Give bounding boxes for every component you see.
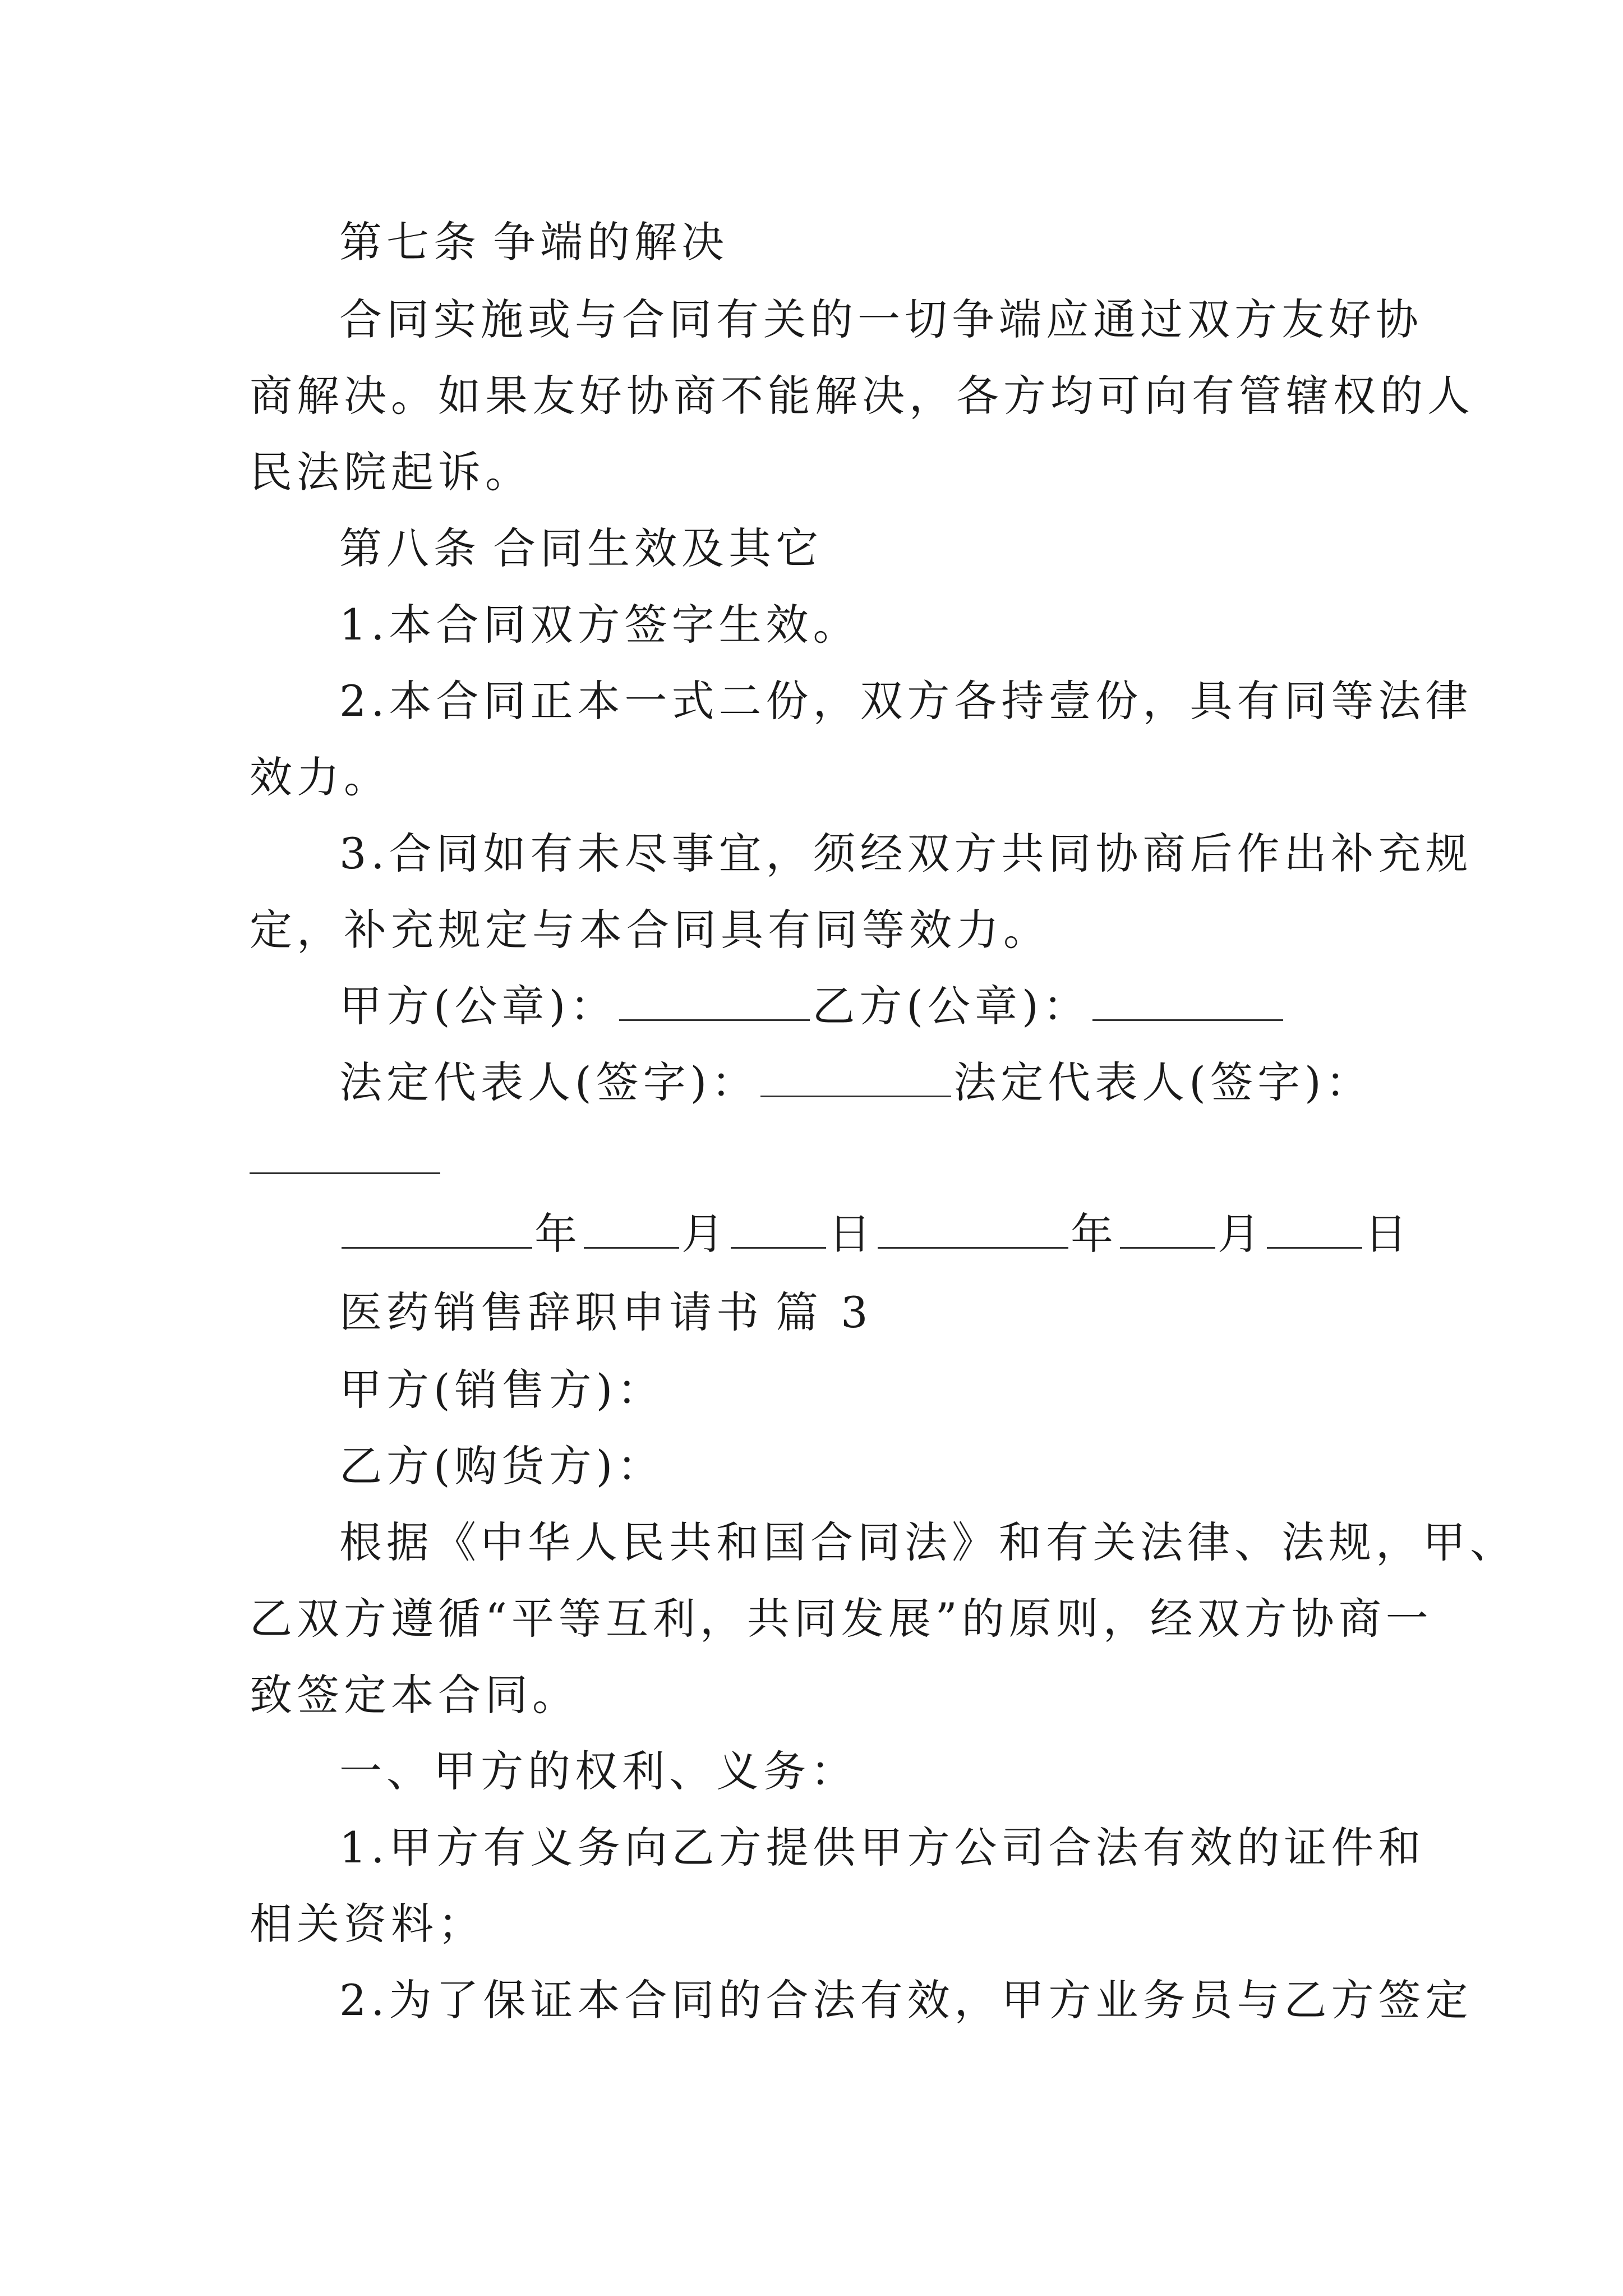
intro-paragraph-line-1: 根据《中华人民共和国合同法》和有关法律、法规，甲、 bbox=[339, 1517, 1517, 1567]
article-7-paragraph-line-2: 商解决。如果友好协商不能解决，各方均可向有管辖权的人 bbox=[250, 371, 1474, 421]
section-3-number: 篇 3 bbox=[776, 1287, 873, 1337]
article-8-item-3-line-1: 3.合同如有未尽事宜，须经双方共同协商后作出补充规 bbox=[339, 829, 1473, 878]
party-b-seal-blank bbox=[1092, 980, 1283, 1021]
intro-paragraph-line-2: 乙双方遵循“平等互利，共同发展”的原则，经双方协商一 bbox=[250, 1594, 1433, 1644]
article-8-item-2-line-1: 2.本合同正本一式二份，双方各持壹份，具有同等法律 bbox=[339, 676, 1473, 726]
section-1-heading: 一、甲方的权利、义务： bbox=[339, 1746, 857, 1796]
day-a-blank bbox=[731, 1208, 826, 1249]
year-a-blank bbox=[342, 1208, 532, 1249]
party-b-rep-label: 法定代表人(签字)： bbox=[953, 1057, 1373, 1107]
representative-line bbox=[339, 1055, 1373, 1111]
article-7-paragraph-line-3: 民法院起诉。 bbox=[250, 447, 532, 497]
intro-paragraph-line-3: 致签定本合同。 bbox=[250, 1670, 579, 1720]
party-a-rep-label: 法定代表人(签字)： bbox=[339, 1057, 759, 1107]
article-7-title: 争端的解决 bbox=[493, 217, 728, 267]
party-a-rep-blank bbox=[760, 1056, 951, 1097]
party-a-seal-blank bbox=[619, 980, 810, 1021]
year-b-label: 年 bbox=[1071, 1209, 1118, 1259]
party-b-rep-blank bbox=[250, 1172, 440, 1174]
day-b-label: 日 bbox=[1364, 1209, 1412, 1259]
article-7-paragraph-line-1: 合同实施或与合同有关的一切争端应通过双方友好协 bbox=[339, 295, 1423, 344]
year-b-blank bbox=[878, 1208, 1068, 1249]
section-1-item-2-line-1: 2.为了保证本合同的合法有效，甲方业务员与乙方签定 bbox=[339, 1975, 1473, 2025]
month-a-blank bbox=[584, 1208, 679, 1249]
article-8-item-2-line-2: 效力。 bbox=[250, 752, 391, 802]
article-8-item-1: 1.本合同双方签字生效。 bbox=[339, 600, 860, 650]
party-b-seal-label: 乙方(公章)： bbox=[812, 981, 1090, 1031]
month-b-label: 月 bbox=[1218, 1209, 1265, 1259]
month-b-blank bbox=[1120, 1208, 1215, 1249]
year-a-label: 年 bbox=[534, 1209, 582, 1259]
article-8-title: 合同生效及其它 bbox=[493, 523, 823, 573]
day-a-label: 日 bbox=[828, 1209, 875, 1259]
party-a-seal-label: 甲方(公章)： bbox=[339, 981, 617, 1031]
article-8-number: 第八条 bbox=[339, 523, 481, 573]
date-line bbox=[339, 1206, 1412, 1262]
section-1-item-1-line-2: 相关资料； bbox=[250, 1899, 485, 1949]
article-7-heading bbox=[339, 214, 728, 270]
section-1-item-1-line-1: 1.甲方有义务向乙方提供甲方公司合法有效的证件和 bbox=[339, 1823, 1426, 1872]
article-8-item-3-line-2: 定，补充规定与本合同具有同等效力。 bbox=[250, 905, 1050, 955]
article-7-number: 第七条 bbox=[339, 217, 481, 267]
month-a-label: 月 bbox=[681, 1209, 728, 1259]
section-3-title: 医药销售辞职申请书 bbox=[339, 1287, 763, 1337]
section-3-heading bbox=[339, 1285, 873, 1341]
party-a-line: 甲方(销售方)： bbox=[339, 1365, 665, 1415]
article-8-heading bbox=[339, 521, 823, 577]
party-b-line: 乙方(购货方)： bbox=[339, 1441, 665, 1491]
seal-line bbox=[339, 978, 1285, 1034]
day-b-blank bbox=[1267, 1208, 1362, 1249]
